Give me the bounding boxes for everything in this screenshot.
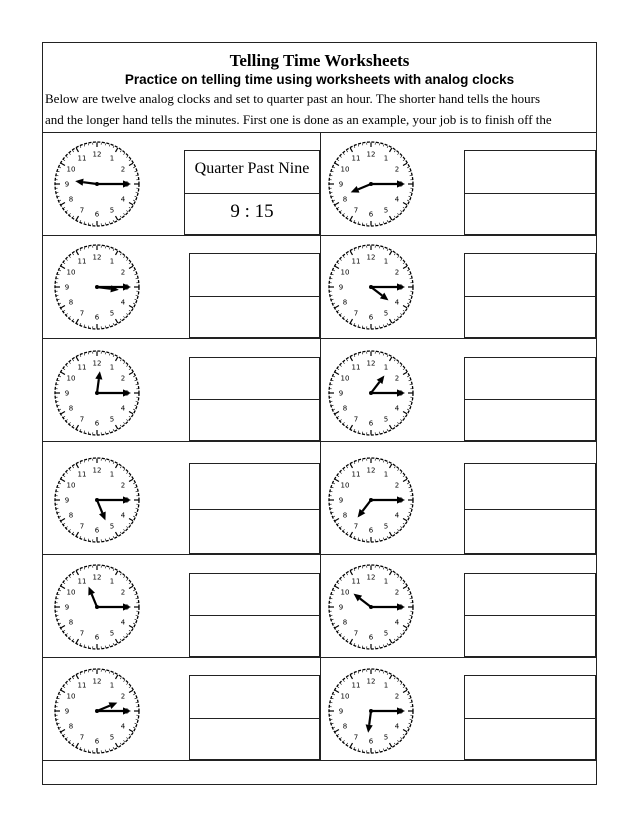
clock-number: 12 [366, 466, 376, 475]
clock-number: 9 [338, 389, 344, 398]
clock-number: 8 [68, 511, 74, 520]
clock-number: 10 [340, 165, 350, 174]
clock-number: 11 [77, 257, 87, 266]
clock-number: 2 [120, 165, 126, 174]
clock-number: 6 [94, 633, 100, 642]
clock-number: 12 [92, 253, 102, 262]
clock-number: 1 [383, 154, 389, 163]
clock-number: 1 [109, 257, 115, 266]
clock-number: 8 [68, 404, 74, 413]
clock-number: 5 [383, 309, 389, 318]
clock-number: 10 [340, 481, 350, 490]
worksheet-title: Telling Time Worksheets [229, 51, 410, 70]
clock-number: 1 [109, 363, 115, 372]
clock-number: 10 [340, 268, 350, 277]
answer-box-8[interactable] [464, 463, 596, 554]
clock-number: 6 [94, 313, 100, 322]
clock-number: 7 [79, 522, 85, 531]
example-answer-box [184, 150, 320, 235]
clock-number: 12 [366, 359, 376, 368]
answer-box-9[interactable] [189, 573, 320, 657]
clock-number: 5 [109, 206, 115, 215]
clock-face [52, 455, 142, 545]
clock-number: 12 [366, 573, 376, 582]
clock-number: 4 [394, 195, 400, 204]
clock-8 [326, 455, 416, 550]
clock-number: 10 [66, 374, 76, 383]
answer-box-7[interactable] [189, 463, 320, 554]
clock-face [52, 348, 142, 438]
clock-number: 10 [66, 481, 76, 490]
clock-number: 4 [120, 722, 126, 731]
clock-number: 7 [353, 733, 359, 742]
clock-number: 8 [68, 722, 74, 731]
clock-number: 9 [338, 707, 344, 716]
clock-number: 7 [353, 415, 359, 424]
clock-1 [52, 139, 142, 234]
clock-number: 1 [109, 470, 115, 479]
clock-face [52, 562, 142, 652]
clock-number: 6 [94, 419, 100, 428]
clock-number: 2 [120, 481, 126, 490]
clock-number: 11 [77, 363, 87, 372]
answer-box-4[interactable] [464, 253, 596, 338]
clock-number: 6 [94, 210, 100, 219]
clock-pivot [369, 182, 373, 186]
clock-pivot [95, 391, 99, 395]
clock-number: 6 [368, 737, 374, 746]
clock-11 [52, 666, 142, 761]
clock-number: 4 [394, 722, 400, 731]
clock-number: 7 [353, 522, 359, 531]
clock-number: 9 [64, 707, 70, 716]
clock-number: 10 [340, 374, 350, 383]
clock-number: 5 [383, 629, 389, 638]
clock-number: 2 [394, 481, 400, 490]
clock-number: 8 [342, 511, 348, 520]
clock-number: 12 [92, 466, 102, 475]
clock-number: 4 [394, 404, 400, 413]
clock-number: 6 [94, 737, 100, 746]
clock-number: 5 [109, 522, 115, 531]
clock-number: 12 [92, 359, 102, 368]
clock-number: 4 [394, 618, 400, 627]
clock-pivot [369, 285, 373, 289]
clock-number: 9 [64, 180, 70, 189]
clock-number: 5 [383, 522, 389, 531]
clock-face [52, 666, 142, 756]
clock-number: 2 [120, 268, 126, 277]
clock-number: 11 [351, 470, 361, 479]
answer-box-11[interactable] [189, 675, 320, 760]
answer-box-6[interactable] [464, 357, 596, 441]
clock-number: 7 [79, 629, 85, 638]
clock-face [326, 139, 416, 229]
clock-pivot [369, 709, 373, 713]
clock-2 [326, 139, 416, 234]
clock-face [52, 139, 142, 229]
clock-number: 6 [368, 633, 374, 642]
clock-number: 4 [120, 404, 126, 413]
clock-number: 8 [68, 195, 74, 204]
clock-pivot [95, 498, 99, 502]
clock-face [326, 455, 416, 545]
clock-number: 8 [342, 404, 348, 413]
clock-face [52, 242, 142, 332]
clock-number: 6 [368, 419, 374, 428]
clock-number: 2 [394, 692, 400, 701]
grid-line-center [320, 132, 321, 760]
clock-number: 12 [92, 677, 102, 686]
clock-number: 11 [351, 681, 361, 690]
clock-number: 7 [353, 309, 359, 318]
clock-number: 7 [79, 309, 85, 318]
clock-face [326, 242, 416, 332]
clock-number: 10 [66, 692, 76, 701]
clock-number: 10 [340, 588, 350, 597]
clock-number: 11 [77, 577, 87, 586]
answer-box-2[interactable] [464, 150, 596, 235]
clock-face [326, 666, 416, 756]
clock-pivot [369, 498, 373, 502]
clock-number: 8 [68, 298, 74, 307]
answer-box-12[interactable] [464, 675, 596, 760]
clock-number: 5 [383, 206, 389, 215]
clock-number: 8 [68, 618, 74, 627]
example-answer-digits: 9 : 15 [230, 201, 274, 222]
clock-number: 9 [338, 496, 344, 505]
clock-number: 12 [366, 150, 376, 159]
clock-number: 11 [351, 257, 361, 266]
clock-number: 5 [383, 415, 389, 424]
clock-12 [326, 666, 416, 761]
clock-number: 1 [109, 577, 115, 586]
clock-5 [52, 348, 142, 443]
clock-number: 6 [368, 526, 374, 535]
answer-box-10[interactable] [464, 573, 596, 657]
clock-number: 1 [383, 470, 389, 479]
clock-number: 9 [64, 389, 70, 398]
clock-number: 5 [109, 309, 115, 318]
clock-pivot [95, 605, 99, 609]
clock-number: 1 [109, 154, 115, 163]
clock-number: 4 [394, 298, 400, 307]
clock-4 [326, 242, 416, 337]
clock-number: 7 [79, 415, 85, 424]
instructions-line-1: Below are twelve analog clocks and set to quarter past an hour. The shorter hand tells the hours [45, 91, 541, 106]
clock-number: 5 [109, 733, 115, 742]
clock-number: 11 [351, 577, 361, 586]
clock-number: 6 [368, 210, 374, 219]
clock-number: 8 [342, 298, 348, 307]
clock-number: 9 [64, 496, 70, 505]
clock-number: 1 [383, 363, 389, 372]
clock-number: 2 [394, 374, 400, 383]
clock-10 [326, 562, 416, 657]
clock-number: 8 [342, 618, 348, 627]
example-answer-words: Quarter Past Nine [194, 160, 310, 177]
clock-number: 4 [120, 298, 126, 307]
clock-face [326, 562, 416, 652]
clock-number: 2 [120, 588, 126, 597]
clock-number: 10 [66, 165, 76, 174]
instructions-line-2: and the longer hand tells the minutes. First one is done as an example, your job is to finish off the [45, 112, 552, 127]
clock-number: 6 [368, 313, 374, 322]
clock-number: 6 [94, 526, 100, 535]
clock-pivot [369, 605, 373, 609]
clock-number: 11 [77, 154, 87, 163]
clock-pivot [95, 285, 99, 289]
clock-number: 1 [383, 681, 389, 690]
clock-number: 10 [340, 692, 350, 701]
clock-number: 1 [109, 681, 115, 690]
clock-number: 11 [77, 681, 87, 690]
clock-face [326, 348, 416, 438]
clock-number: 9 [338, 180, 344, 189]
clock-number: 4 [120, 195, 126, 204]
clock-number: 2 [394, 165, 400, 174]
clock-number: 4 [120, 618, 126, 627]
clock-number: 8 [342, 195, 348, 204]
clock-number: 12 [92, 150, 102, 159]
clock-number: 1 [383, 257, 389, 266]
clock-number: 5 [383, 733, 389, 742]
clock-number: 8 [342, 722, 348, 731]
clock-number: 2 [120, 692, 126, 701]
clock-number: 4 [394, 511, 400, 520]
clock-number: 2 [120, 374, 126, 383]
clock-number: 7 [353, 206, 359, 215]
clock-7 [52, 455, 142, 550]
answer-box-3[interactable] [189, 253, 320, 338]
clock-number: 7 [79, 206, 85, 215]
clock-number: 11 [77, 470, 87, 479]
clock-number: 2 [394, 588, 400, 597]
clock-number: 12 [92, 573, 102, 582]
clock-number: 2 [394, 268, 400, 277]
clock-number: 9 [64, 603, 70, 612]
clock-3 [52, 242, 142, 337]
clock-number: 9 [338, 283, 344, 292]
clock-number: 7 [353, 629, 359, 638]
clock-pivot [95, 709, 99, 713]
clock-number: 12 [366, 253, 376, 262]
clock-number: 4 [120, 511, 126, 520]
clock-number: 1 [383, 577, 389, 586]
clock-number: 9 [64, 283, 70, 292]
clock-pivot [369, 391, 373, 395]
clock-number: 12 [366, 677, 376, 686]
clock-9 [52, 562, 142, 657]
worksheet-subtitle: Practice on telling time using worksheets with analog clocks [124, 72, 515, 87]
clock-6 [326, 348, 416, 443]
clock-number: 7 [79, 733, 85, 742]
worksheet-frame [42, 42, 597, 785]
answer-box-5[interactable] [189, 357, 320, 441]
clock-number: 9 [338, 603, 344, 612]
clock-number: 10 [66, 268, 76, 277]
clock-pivot [95, 182, 99, 186]
clock-number: 5 [109, 415, 115, 424]
clock-number: 5 [109, 629, 115, 638]
clock-number: 10 [66, 588, 76, 597]
clock-number: 11 [351, 154, 361, 163]
clock-number: 11 [351, 363, 361, 372]
